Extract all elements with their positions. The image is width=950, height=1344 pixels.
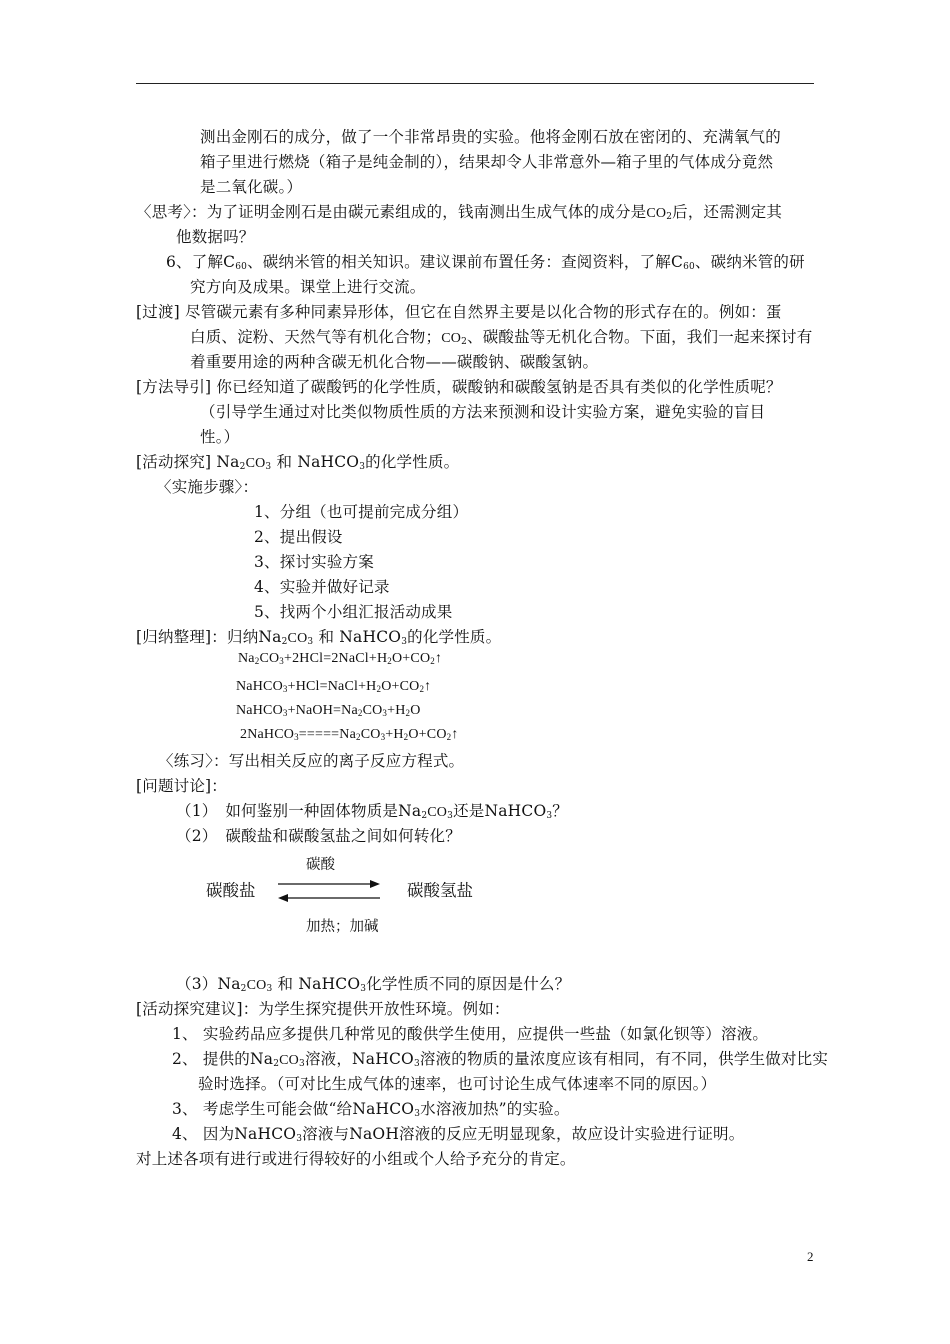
equation-3: $NaHCO_3+NaOH=Na_2CO_3+H_2O$ bbox=[236, 703, 421, 718]
diagram-left-node: 碳酸盐 bbox=[206, 881, 256, 900]
equation-4: $2NaHCO_3=====Na_2CO_3+H_2O+CO_2↑$ bbox=[240, 727, 459, 742]
text-line: 他数据吗？ bbox=[176, 228, 255, 246]
closing-line: 对上述各项有进行或进行得较好的小组或个人给予充分的肯定。 bbox=[136, 1150, 576, 1168]
suggestion-2: 2、 提供的$Na_2CO_3$溶液，NaHCO$_3$溶液的物质的量浓度应该有相同，有不同，供学生做对比实 bbox=[172, 1050, 829, 1069]
reverse-arrowhead bbox=[278, 894, 288, 902]
transition-line: 白质、淀粉、天然气等有机化合物；$CO_2$、碳酸盐等无机化合物。下面，我们一起来探讨有 bbox=[190, 328, 813, 347]
text-line: 测出金刚石的成分，做了一个非常昂贵的实验。他将金刚石放在密闭的、充满氧气的 bbox=[200, 128, 781, 146]
suggestion-heading: [活动探究建议]：为学生探究提供开放性环境。例如： bbox=[136, 1000, 510, 1018]
text-line: 箱子里进行燃烧（箱子是纯金制的），结果却令人非常意外—箱子里的气体成分竟然 bbox=[200, 153, 774, 171]
steps-heading: 〈实施步骤〉： bbox=[156, 478, 259, 496]
page-number: 2 bbox=[807, 1249, 814, 1264]
text-line: （引导学生通过对比类似物质性质的方法来预测和设计实验方案，避免实验的盲目 bbox=[200, 403, 766, 421]
text-line: 着重要用途的两种含碳无机化合物——碳酸钠、碳酸氢钠。 bbox=[190, 353, 599, 371]
equation-1: $Na_2CO_3+2HCl=2NaCl+H_2O+CO_2↑$ bbox=[238, 651, 443, 666]
text-line: 究方向及成果。课堂上进行交流。 bbox=[190, 278, 426, 296]
step-item: 4、实验并做好记录 bbox=[254, 578, 390, 596]
transition-line: [过渡] 尽管碳元素有多种同素异形体，但它在自然界主要是以化合物的形式存在的。例如：蛋 bbox=[136, 303, 782, 321]
diagram-right-node: 碳酸氢盐 bbox=[407, 881, 473, 900]
forward-arrowhead bbox=[370, 880, 380, 888]
step-item: 5、找两个小组汇报活动成果 bbox=[254, 603, 453, 621]
step-item: 3、探讨实验方案 bbox=[254, 553, 374, 571]
discussion-heading: [问题讨论]： bbox=[136, 777, 227, 795]
exercise-line: 〈练习〉：写出相关反应的离子反应方程式。 bbox=[158, 752, 465, 770]
equation-2: $NaHCO_3+HCl=NaCl+H_2O+CO_2↑$ bbox=[236, 679, 432, 694]
conversion-arrows bbox=[276, 876, 386, 906]
think-line: 〈思考〉：为了证明金刚石是由碳元素组成的，钱南测出生成气体的成分是$CO_2$后，还需测定其 bbox=[136, 203, 783, 222]
text-line: 性。） bbox=[200, 428, 240, 446]
step-item: 1、分组（也可提前完成分组） bbox=[254, 503, 469, 521]
step-item: 2、提出假设 bbox=[254, 528, 343, 546]
suggestion-3: 3、 考虑学生可能会做“给NaHCO$_3$水溶液加热”的实验。 bbox=[172, 1100, 570, 1119]
activity-line: [活动探究] $Na_2CO_3$ 和 NaHCO$_3$的化学性质。 bbox=[136, 453, 460, 472]
summary-line: [归纳整理]：归纳$Na_2CO_3$ 和 NaHCO$_3$的化学性质。 bbox=[136, 628, 502, 647]
question-3: $(3)Na_2CO_3$ 和 NaHCO$_3$化学性质不同的原因是什么？ bbox=[176, 975, 571, 994]
header-rule bbox=[136, 83, 814, 84]
item-6-line: 6、了解$C_{60}$、碳纳米管的相关知识。建议课前布置任务：查阅资料，了解$C_{60}$、碳纳米管的研 bbox=[166, 253, 805, 272]
text-line: 是二氧化碳。） bbox=[200, 178, 303, 196]
method-line: [方法导引] 你已经知道了碳酸钙的化学性质，碳酸钠和碳酸氢钠是否具有类似的化学性质呢？ bbox=[136, 378, 782, 396]
question-2: （2） 碳酸盐和碳酸氢盐之间如何转化？ bbox=[176, 827, 461, 845]
suggestion-1: 1、 实验药品应多提供几种常见的酸供学生使用，应提供一些盐（如氯化钡等）溶液。 bbox=[172, 1025, 769, 1043]
question-1: （1） 如何鉴别一种固体物质是$Na_2CO_3$还是NaHCO$_3$？ bbox=[176, 802, 568, 821]
diagram-top-label: 碳酸 bbox=[306, 857, 335, 873]
suggestion-4: 4、 因为NaHCO$_3$溶液与NaOH溶液的反应无明显现象，故应设计实验进行证明。 bbox=[172, 1125, 745, 1144]
diagram-bottom-label: 加热；加碱 bbox=[306, 919, 379, 935]
text-line: 验时选择。（可对比生成气体的速率，也可讨论生成气体速率不同的原因。） bbox=[198, 1075, 717, 1093]
